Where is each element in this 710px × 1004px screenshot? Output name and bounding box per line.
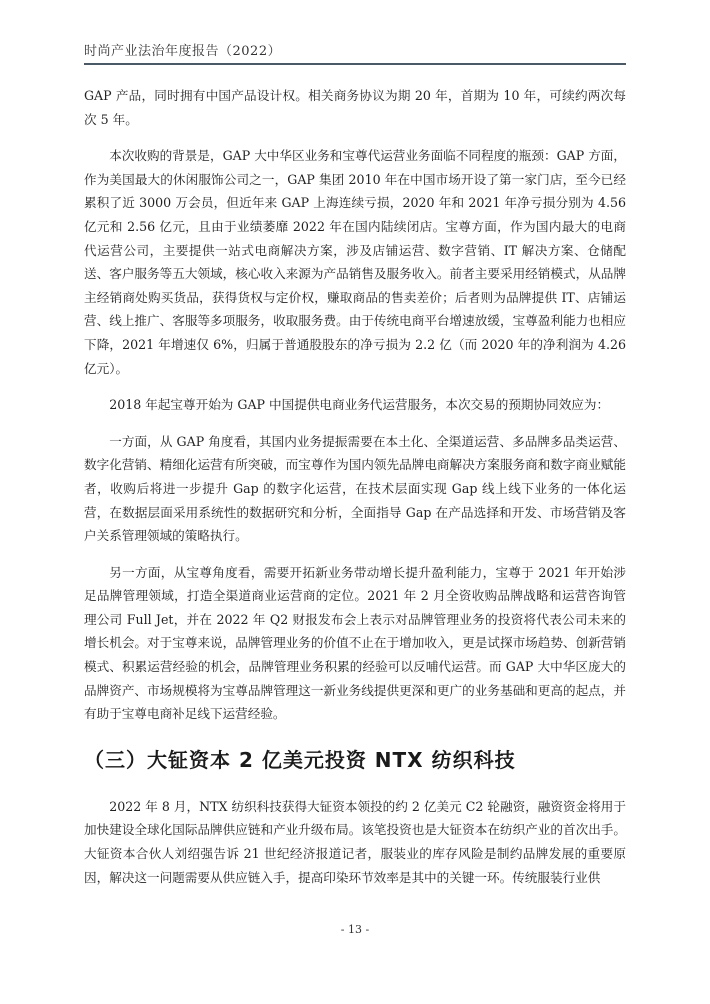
paragraph-synergy-intro: 2018 年起宝尊开始为 GAP 中国提供电商业务代运营服务，本次交易的预期协同效应为： — [109, 397, 610, 413]
header-divider — [84, 63, 626, 65]
paragraph-continuation: GAP 产品，同时拥有中国产品设计权。相关商务协议为期 20 年，首期为 10 年，可续约两次每次 5 年。 — [84, 88, 626, 127]
section-heading: （三）大钲资本 2 亿美元投资 NTX 纺织科技 — [84, 747, 516, 772]
running-header: 时尚产业法治年度报告（2022） — [84, 44, 282, 59]
paragraph-gap-perspective: 一方面，从 GAP 角度看，其国内业务提振需要在本土化、全渠道运营、多品牌多品类运营、数字化营销、精细化运营有所突破，而宝尊作为国内领先品牌电商解决方案服务商和数字商业赋能者，收购后将进一步提升 Gap 的数字化运营，在技术层面实现 Gap 线上线下业务的一体化运营，在数据层面采用系统性的数据研究和分析，全面指导 Gap 在产品选择和开发、市场营销及客户关系管理领域的策略执行。 — [84, 433, 626, 544]
page-number: - 13 - — [340, 923, 370, 936]
paragraph-baozun-perspective: 另一方面，从宝尊角度看，需要开拓新业务带动增长提升盈利能力，宝尊于 2021 年开始涉足品牌管理领域，打造全渠道商业运营商的定位。2021 年 2 月全资收购品牌战略和运营咨询管理公司 Full Jet，并在 2022 年 Q2 财报发布会上表示对品牌管理业务的投资将代表公司未来的增长机会。对于宝尊来说，品牌管理业务的价值不止在于增加收入，更是试探市场趋势、创新营销模式、积累运营经验的机会，品牌管理业务积累的经验可以反哺代运营。而 GAP 大中华区庞大的品牌资产、市场规模将为宝尊品牌管理这一新业务线提供更深和更广的业务基础和更高的起点，并有助于宝尊电商补足线下运营经验。 — [84, 564, 626, 722]
paragraph-acquisition-background: 本次收购的背景是，GAP 大中华区业务和宝尊代运营业务面临不同程度的瓶颈：GAP 方面，作为美国最大的休闲服饰公司之一，GAP 集团 2010 年在中国市场开设了第一家门店，至今已经累积了近 3000 万会员，但近年来 GAP 上海连续亏损，2020 年和 2021 年净亏损分别为 4.56 亿元和 2.56 亿元，且由于业绩萎靡 2022 年在国内陆续闭店。宝尊方面，作为国内最大的电商代运营公司，主要提供一站式电商解决方案，涉及店铺运营、数字营销、IT 解决方案、仓储配送、客户服务等五大领域，核心收入来源为产品销售及服务收入。前者主要采用经销模式，从品牌主经销商处购买货品，获得货权与定价权，赚取商品的售卖差价；后者则为品牌提供 IT、店铺运营、线上推广、客服等多项服务，收取服务费。由于传统电商平台增速放缓，宝尊盈利能力也相应下降，2021 年增速仅 6%，归属于普通股股东的净亏损为 2.2 亿（而 2020 年的净利润为 4.26 亿元）。 — [84, 148, 626, 376]
paragraph-ntx-investment: 2022 年 8 月，NTX 纺织科技获得大钲资本领投的约 2 亿美元 C2 轮融资，融资资金将用于加快建设全球化国际品牌供应链和产业升级布局。该笔投资也是大钲资本在纺织产业的首次出手。大钲资本合伙人刘绍强告诉 21 世纪经济报道记者，服装业的库存风险是制约品牌发展的重要原因，解决这一问题需要从供应链入手，提高印染环节效率是其中的关键一环。传统服装行业供 — [84, 798, 626, 885]
body-text — [84, 84, 626, 902]
